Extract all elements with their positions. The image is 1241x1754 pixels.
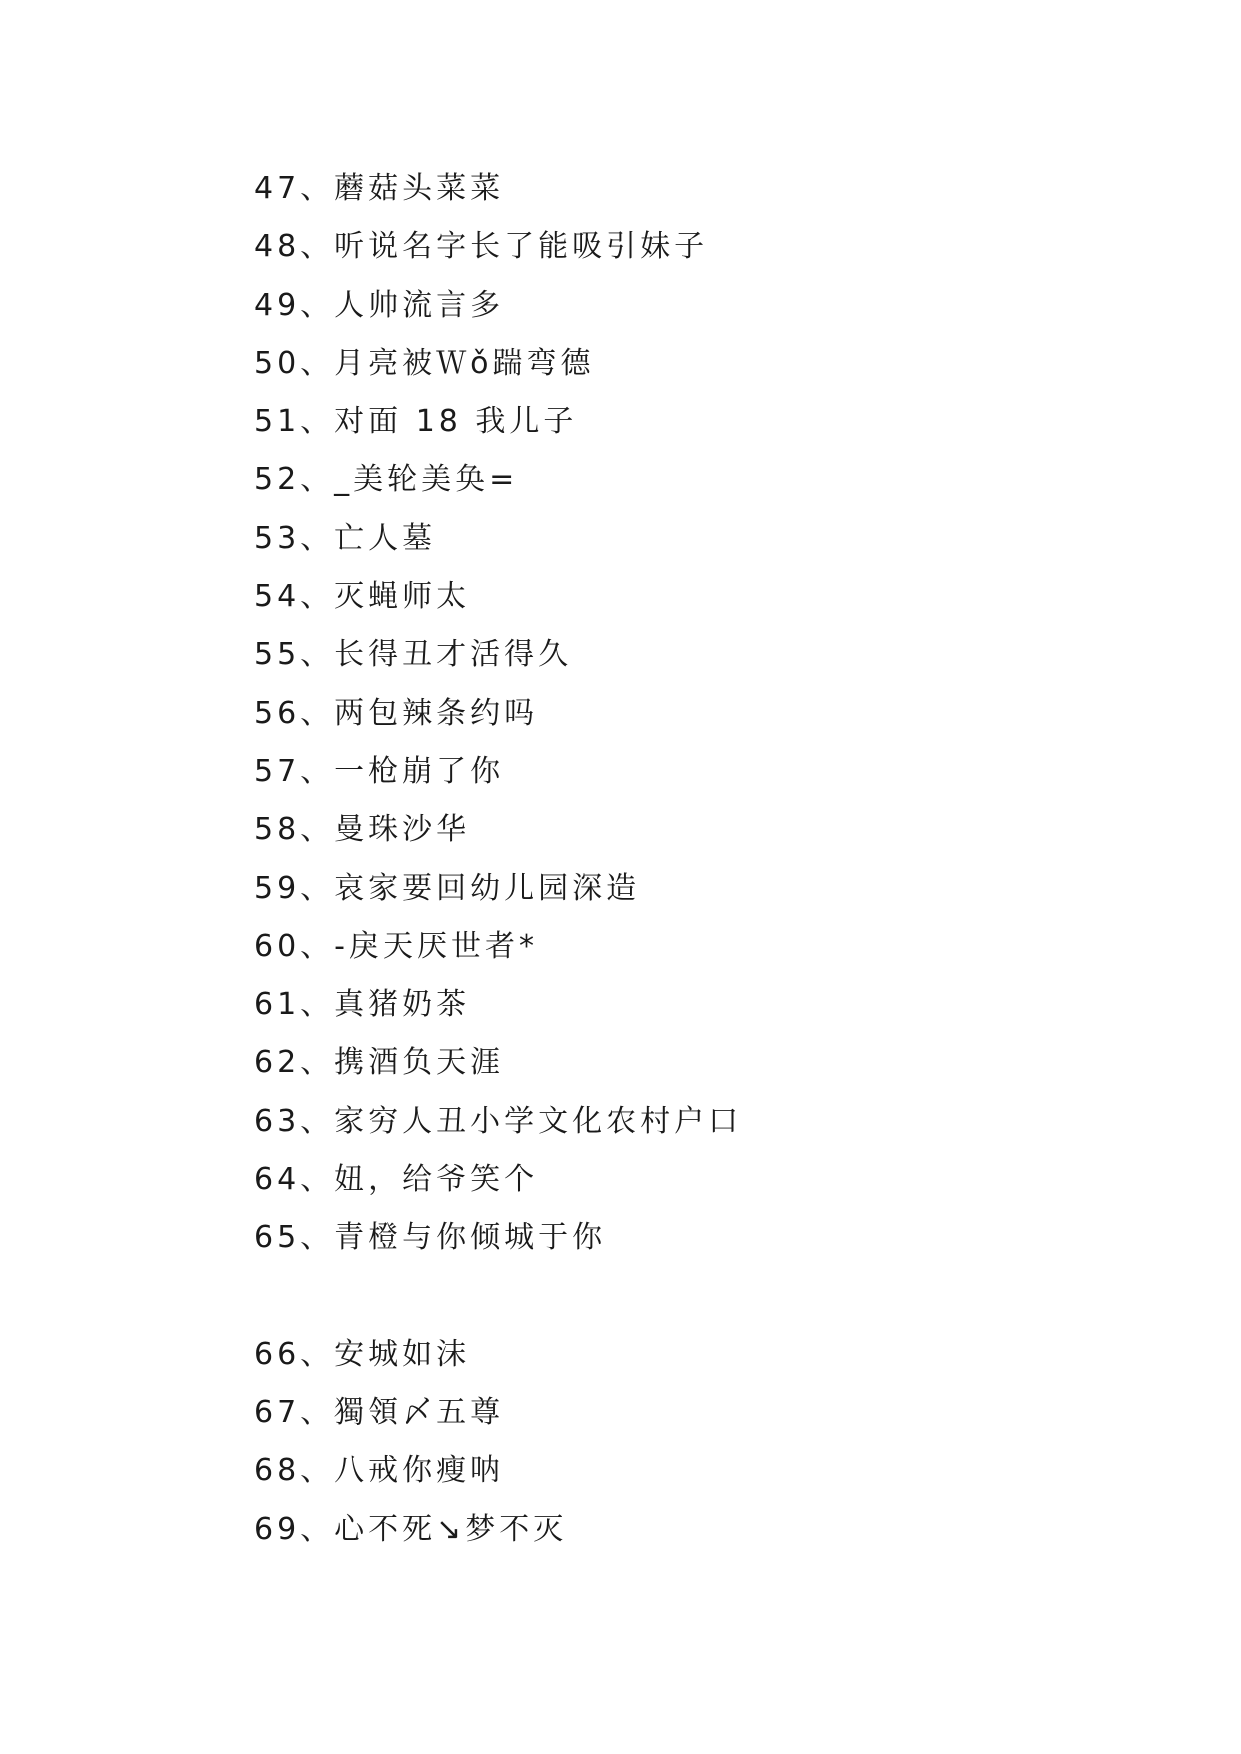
list-item: 54、灭蝇师太	[254, 579, 471, 615]
list-item: 60、-戾天厌世者*	[254, 928, 538, 964]
list-item: 50、月亮被Ｗǒ踹弯德	[254, 345, 595, 381]
list-item: 65、青橙与你倾城于你	[254, 1220, 607, 1256]
list-item: 56、两包辣条约吗	[254, 695, 539, 731]
list-item: 61、真猪奶茶	[254, 987, 471, 1023]
list-item: 53、亡人墓	[254, 520, 437, 556]
list-item: 55、长得丑才活得久	[254, 637, 573, 673]
list-item: 66、安城如沫	[254, 1336, 471, 1372]
list-item: 51、对面 18 我儿子	[254, 404, 578, 440]
name-list	[254, 160, 742, 1559]
list-item: 49、人帅流言多	[254, 287, 505, 323]
list-item: 68、八戒你瘦呐	[254, 1453, 505, 1489]
list-item: 57、一枪崩了你	[254, 753, 505, 789]
list-item: 69、心不死↘梦不灭	[254, 1511, 568, 1547]
list-item: 47、蘑菇头菜菜	[254, 171, 505, 206]
list-item: 64、妞，给爷笑个	[254, 1162, 539, 1198]
list-item: 52、_美轮美奂=	[254, 462, 519, 498]
list-item: 48、听说名字长了能吸引妹子	[254, 229, 709, 265]
list-item: 62、携酒负天涯	[254, 1045, 505, 1081]
list-item: 63、家穷人丑小学文化农村户口	[254, 1103, 743, 1139]
list-item: 67、獨領〆五尊	[254, 1394, 505, 1430]
list-item: 59、哀家要回幼儿园深造	[254, 870, 641, 906]
list-item: 58、曼珠沙华	[254, 812, 471, 848]
